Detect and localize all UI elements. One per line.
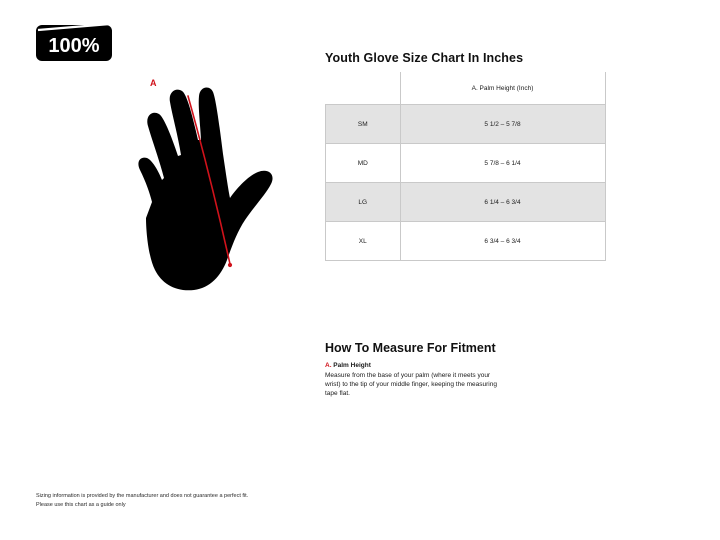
cell-size: LG (326, 183, 401, 222)
hand-illustration (90, 78, 320, 308)
cell-palm-height: 5 7/8 – 6 1/4 (400, 144, 605, 183)
how-to-measure-title: How To Measure For Fitment (325, 341, 496, 355)
item-name: Palm Height (331, 362, 371, 369)
cell-palm-height: 6 1/4 – 6 3/4 (400, 183, 605, 222)
page-title: Youth Glove Size Chart In Inches (325, 51, 524, 65)
measure-point-label: A (150, 78, 157, 88)
table-row (326, 144, 606, 183)
cell-palm-height: 5 1/2 – 5 7/8 (400, 105, 605, 144)
footer-line-2: Please use this chart as a guide only (36, 502, 126, 509)
cell-palm-height: 6 3/4 – 6 3/4 (400, 222, 605, 261)
table-header-row (326, 72, 606, 105)
cell-size: SM (326, 105, 401, 144)
how-to-measure-body: Measure from the base of your palm (where it meets your wrist) to the tip of your middle finger, keeping the measuring tape flat. (325, 372, 497, 398)
cell-size: MD (326, 144, 401, 183)
table-header-size (326, 72, 401, 105)
cell-size: XL (326, 222, 401, 261)
table-row (326, 105, 606, 144)
table-row (326, 183, 606, 222)
hand-outline-icon (90, 78, 320, 308)
table-row (326, 222, 606, 261)
svg-text:100%: 100% (48, 35, 100, 57)
how-to-measure-section (325, 341, 585, 399)
logo-icon (36, 22, 112, 64)
size-chart-table (325, 72, 606, 261)
brand-logo (36, 22, 112, 64)
footer-line-1: Sizing information is provided by the manufacturer and does not guarantee a perfect fit. (36, 493, 249, 500)
item-letter: A. (325, 362, 332, 369)
table-header-palm-height: A. Palm Height (Inch) (400, 72, 605, 105)
footer-disclaimer (36, 492, 248, 510)
how-to-measure-item-heading (325, 362, 585, 369)
